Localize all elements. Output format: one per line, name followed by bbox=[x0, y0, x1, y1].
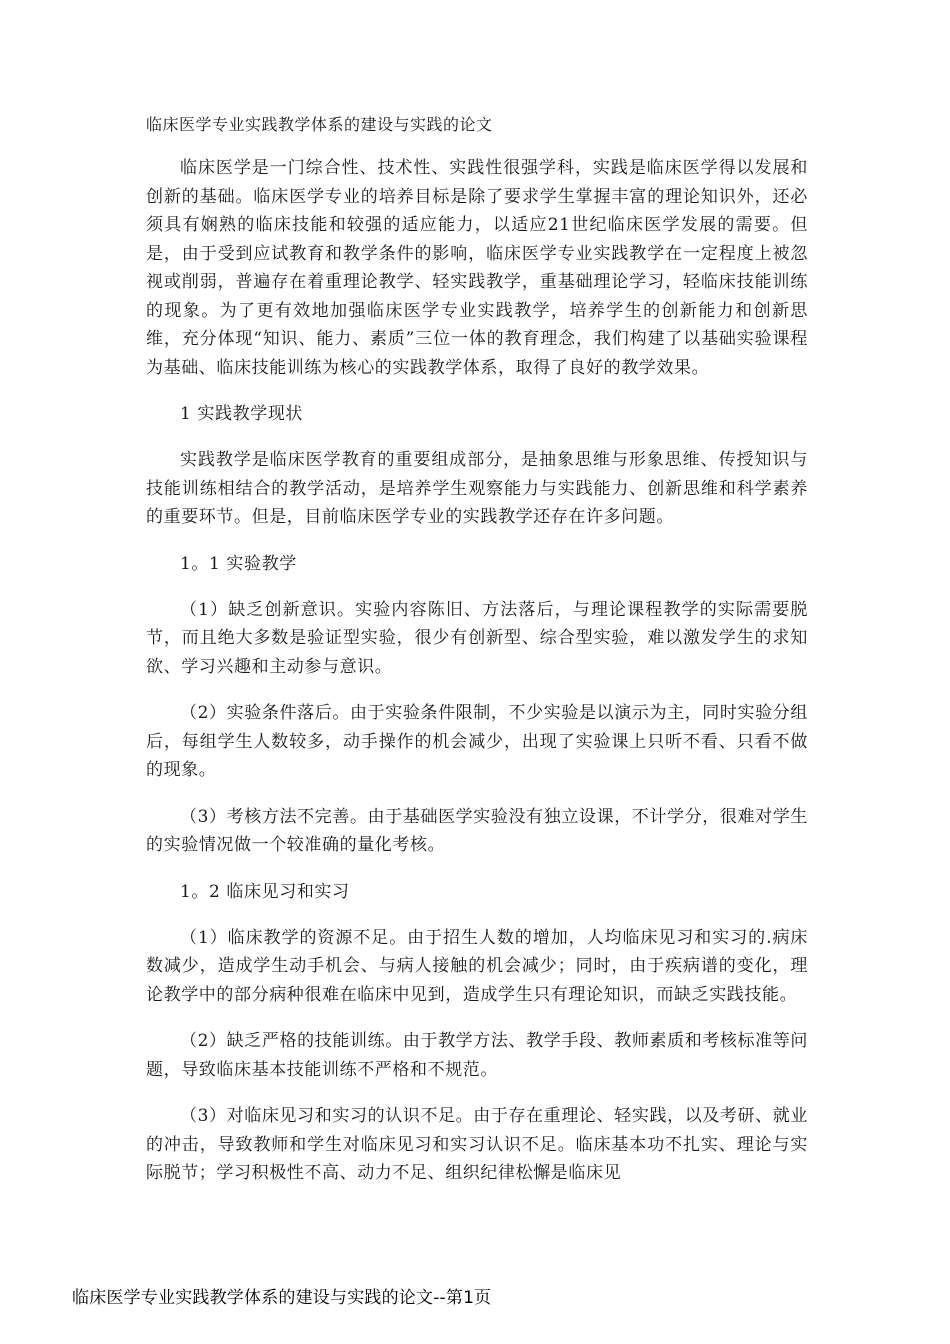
section-1-1-item: （1）缺乏创新意识。实验内容陈旧、方法落后，与理论课程教学的实际需要脱节，而且绝大多数是验证型实验，很少有创新型、综合型实验，难以激发学生的求知欲、学习兴趣和主动参与意识。 bbox=[146, 599, 808, 677]
section-1-2-item: （1）临床教学的资源不足。由于招生人数的增加，人均临床见习和实习的.病床数减少，造成学生动手机会、与病人接触的机会减少；同时，由于疾病谱的变化，理论教学中的部分病种很难在临床中见到，造成学生只有理论知识，而缺乏实践技能。 bbox=[146, 927, 808, 1005]
section-1-2-item: （2）缺乏严格的技能训练。由于教学方法、教学手段、教师素质和考核标准等问题，导致临床基本技能训练不严格和不规范。 bbox=[146, 1031, 808, 1080]
section-1-paragraph: 实践教学是临床医学教育的重要组成部分，是抽象思维与形象思维、传授知识与技能训练相结合的教学活动，是培养学生观察能力与实践能力、创新思维和科学素养的重要环节。但是，目前临床医学专业的实践教学还存在许多问题。 bbox=[146, 450, 808, 527]
document-title: 临床医学专业实践教学体系的建设与实践的论文 bbox=[146, 115, 493, 134]
page-footer: 临床医学专业实践教学体系的建设与实践的论文--第1页 bbox=[72, 1288, 492, 1308]
document-body bbox=[146, 112, 808, 1206]
section-1-1-item: （2）实验条件落后。由于实验条件限制，不少实验是以演示为主，同时实验分组后，每组学生人数较多，动手操作的机会减少，出现了实验课上只听不看、只看不做的现象。 bbox=[146, 703, 808, 780]
section-1-2-item: （3）对临床见习和实习的认识不足。由于存在重理论、轻实践，以及考研、就业的冲击，导致教师和学生对临床见习和实习认识不足。临床基本功不扎实、理论与实际脱节；学习积极性不高、动力不足、组织纪律松懈是临床见 bbox=[146, 1106, 808, 1183]
section-heading-1: 1 实践教学现状 bbox=[180, 404, 304, 424]
section-heading-1-2: 1。2 临床见习和实习 bbox=[180, 881, 350, 902]
intro-paragraph: 临床医学是一门综合性、技术性、实践性很强学科，实践是临床医学得以发展和创新的基础。临床医学专业的培养目标是除了要求学生掌握丰富的理论知识外，还必须具有娴熟的临床技能和较强的适应能力，以适应21世纪临床医学发展的需要。但是，由于受到应试教育和教学条件的影响，临床医学专业实践教学在一定程度上被忽视或削弱，普遍存在着重理论教学、轻实践教学，重基础理论学习，轻临床技能训练的现象。为了更有效地加强临床医学专业实践教学，培养学生的创新能力和创新思维，充分体现“知识、能力、素质”三位一体的教育理念，我们构建了以基础实验课程为基础、临床技能训练为核心的实践教学体系，取得了良好的教学效果。 bbox=[146, 158, 808, 378]
section-heading-1-1: 1。1 实验教学 bbox=[180, 553, 297, 574]
section-1-1-item: （3）考核方法不完善。由于基础医学实验没有独立设课，不计学分，很难对学生的实验情况做一个较准确的量化考核。 bbox=[146, 806, 808, 855]
